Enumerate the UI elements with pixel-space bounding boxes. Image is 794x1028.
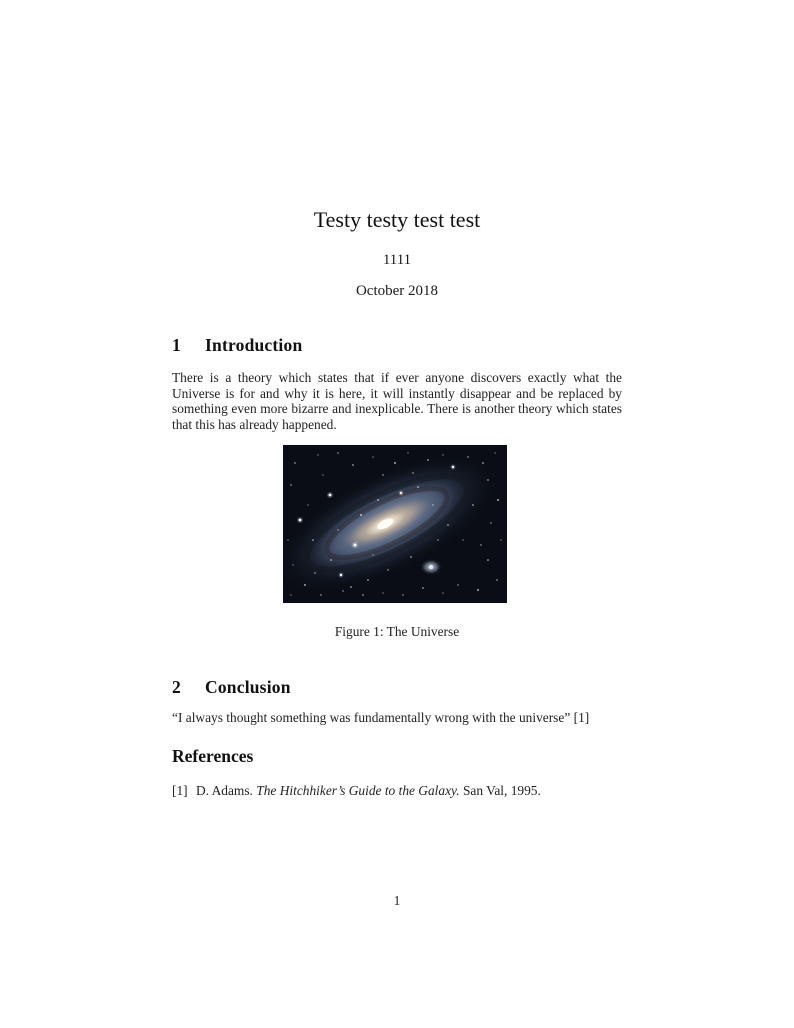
page-number: 1 xyxy=(393,893,401,908)
section-heading-conclusion xyxy=(172,677,624,698)
reference-label: [1] xyxy=(172,783,188,798)
reference-title: The Hitchhiker’s Guide to the Galaxy. xyxy=(256,783,460,798)
reference-publisher: San Val, 1995. xyxy=(462,783,541,798)
document-title: Testy testy test test xyxy=(313,207,481,232)
reference-authors: D. Adams. xyxy=(196,783,253,798)
figure-1 xyxy=(283,445,507,603)
figure-caption: Figure 1: The Universe xyxy=(334,624,460,639)
conclusion-paragraph: “I always thought something was fundamentally wrong with the universe” [1] xyxy=(172,710,590,725)
section-title: Introduction xyxy=(205,335,303,355)
section-number: 1 xyxy=(172,335,181,355)
section-number: 2 xyxy=(172,677,181,697)
document-author: 1111 xyxy=(382,252,412,268)
introduction-paragraph: There is a theory which states that if ever anyone discovers exactly what the Universe is for and why it is here, it will instantly disappear and be replaced by something even more bizarre and inexplicable. There is another theory which states that this has already happened. xyxy=(172,370,622,432)
reference-entry-1 xyxy=(172,783,632,799)
andromeda-galaxy-image xyxy=(283,445,507,603)
document-date: October 2018 xyxy=(355,283,439,299)
references-heading: References xyxy=(172,746,254,766)
section-heading-introduction xyxy=(172,335,624,356)
section-title: Conclusion xyxy=(205,677,291,697)
